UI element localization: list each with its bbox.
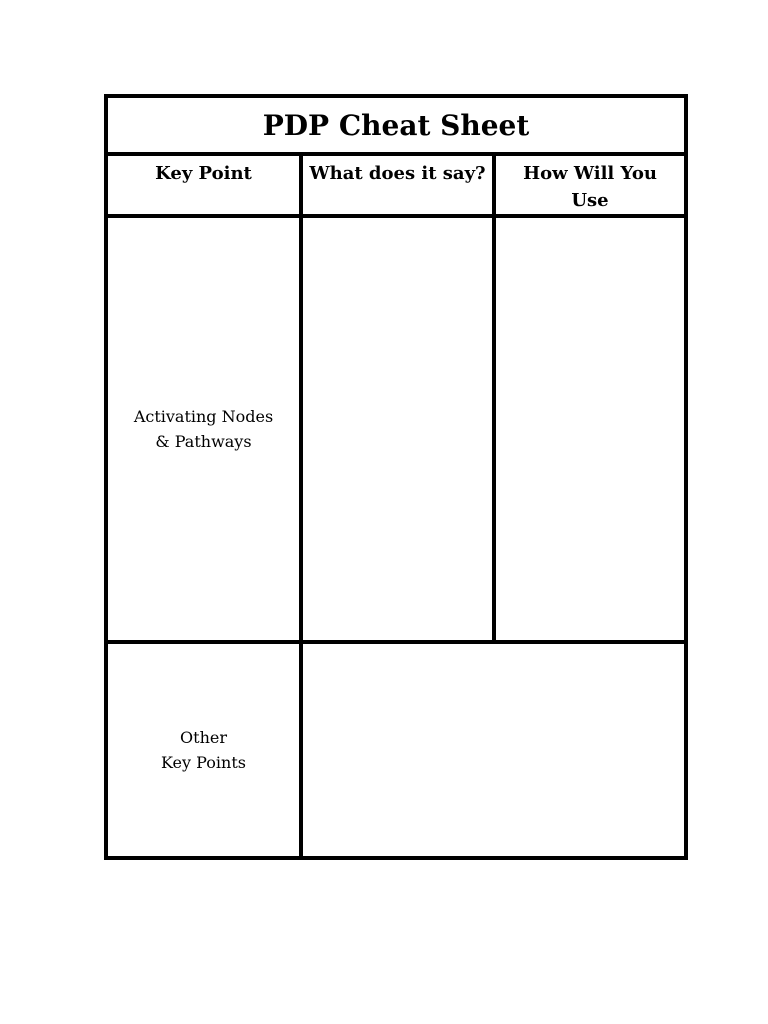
header-key-point <box>108 154 301 216</box>
header-what-does-it-say <box>301 154 494 216</box>
other-key-points-label-line2: Key Points <box>161 753 246 772</box>
activating-nodes-label-line1: Activating Nodes <box>133 407 274 426</box>
header-how-will-you-use-line2: Use <box>571 190 609 211</box>
header-how-will-you-use-line1: How Will You <box>523 163 657 184</box>
activating-nodes-label-cell <box>108 216 301 642</box>
sheet-title: PDP Cheat Sheet <box>108 98 684 154</box>
header-what-does-it-say-label: What does it say? <box>309 163 486 184</box>
activating-how-will-you-use-cell[interactable] <box>494 216 684 642</box>
header-how-will-you-use <box>494 154 684 216</box>
other-key-points-notes-cell[interactable] <box>301 642 684 856</box>
activating-what-does-it-say-cell[interactable] <box>301 216 494 642</box>
cheat-sheet-table <box>104 94 688 860</box>
cheat-sheet-grid <box>108 98 684 856</box>
header-key-point-label: Key Point <box>155 163 252 184</box>
other-key-points-label-line1: Other <box>180 728 227 747</box>
other-key-points-label-cell <box>108 642 301 856</box>
activating-nodes-label-line2: & Pathways <box>155 432 252 451</box>
